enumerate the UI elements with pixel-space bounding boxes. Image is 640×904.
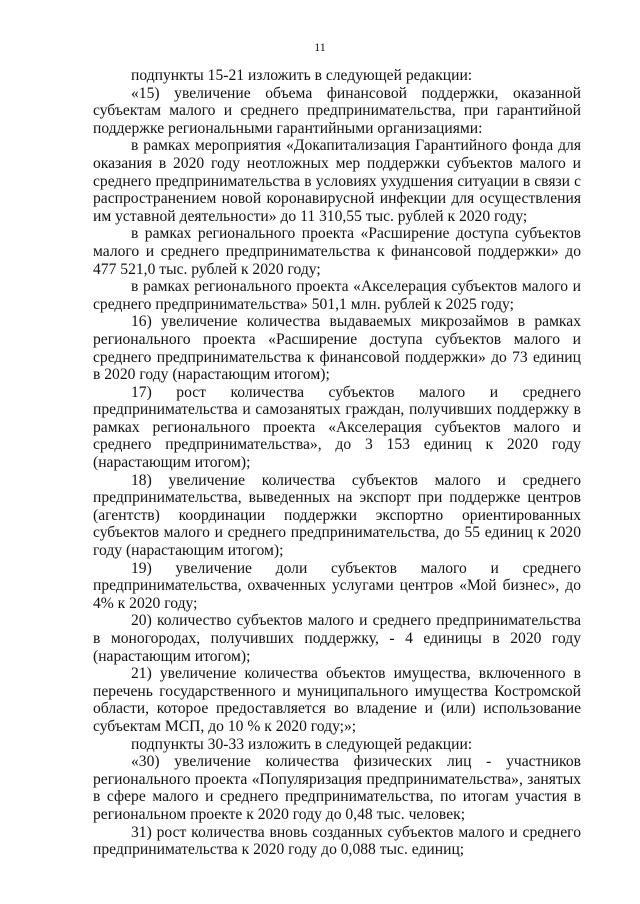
paragraph-item-31: 31) рост количества вновь созданных субъектов малого и среднего предпринимательства к 2020 году до 0,088 тыс. единиц; [93, 823, 581, 859]
paragraph-item-16: 16) увеличение количества выдаваемых микрозаймов в рамках регионального проекта «Расширение доступа субъектов малого и среднего предпринимательства к финансовой поддержки» до 73 единиц в 2020 году (нарастающим итогом); [93, 313, 581, 384]
paragraph-item-15: «15) увеличение объема финансовой поддержки, оказанной субъектам малого и среднего предпринимательства, при гарантийной поддержке региональными гарантийными организациями: [93, 84, 581, 137]
paragraph-item-21: 21) увеличение количества объектов имущества, включенного в перечень государственного и муниципального имущества Костромской области, которое предоставляется во владение и (или) использование субъектам МСП, до 10 % к 2020 году;»; [93, 665, 581, 735]
paragraph-item-15-access: в рамках регионального проекта «Расширение доступа субъектов малого и среднего предпринимательства к финансовой поддержки» до 477 521,0 тыс. рублей к 2020 году; [93, 225, 581, 278]
paragraph-item-15-acceleration: в рамках регионального проекта «Акселерация субъектов малого и среднего предпринимательства» 501,1 млн. рублей к 2025 году; [93, 278, 581, 313]
paragraph-intro-15-21: подпункты 15-21 изложить в следующей редакции: [131, 67, 473, 84]
paragraph-item-20: 20) количество субъектов малого и среднего предпринимательства в моногородах, получивших поддержку, - 4 единицы в 2020 году (нарастающим итогом); [93, 612, 581, 665]
page-number: 11 [314, 40, 326, 54]
paragraph-item-15-recapitalization: в рамках мероприятия «Докапитализация Гарантийного фонда для оказания в 2020 году неотложных мер поддержки субъектов малого и среднего предпринимательства в условиях ухудшения ситуации в связи с распространением новой коронавирусной инфекции для осуществления им уставной деятельности» до 11 310,55 тыс. рублей к 2020 году; [93, 137, 581, 225]
document-body [93, 67, 581, 859]
paragraph-item-18: 18) увеличение количества субъектов малого и среднего предпринимательства, выведенных на экспорт при поддержке центров (агентств) координации поддержки экспортно ориентированных субъектов малого и среднего предпринимательства, до 55 единиц к 2020 году (нарастающим итогом); [93, 471, 581, 560]
paragraph-item-30: «30) увеличение количества физических лиц - участников регионального проекта «Популяризация предпринимательства», занятых в сфере малого и среднего предпринимательства, по итогам участия в региональном проекте к 2020 году до 0,48 тыс. человек; [93, 753, 581, 823]
paragraph-item-19: 19) увеличение доли субъектов малого и среднего предпринимательства, охваченных услугами центров «Мой бизнес», до 4% к 2020 году; [93, 559, 581, 612]
paragraph-item-17: 17) рост количества субъектов малого и среднего предпринимательства и самозанятых граждан, получивших поддержку в рамках регионального проекта «Акселерация субъектов малого и среднего предпринимательства», до 3 153 единиц к 2020 году (нарастающим итогом); [93, 383, 581, 472]
paragraph-intro-30-33: подпункты 30-33 изложить в следующей редакции: [131, 735, 473, 753]
